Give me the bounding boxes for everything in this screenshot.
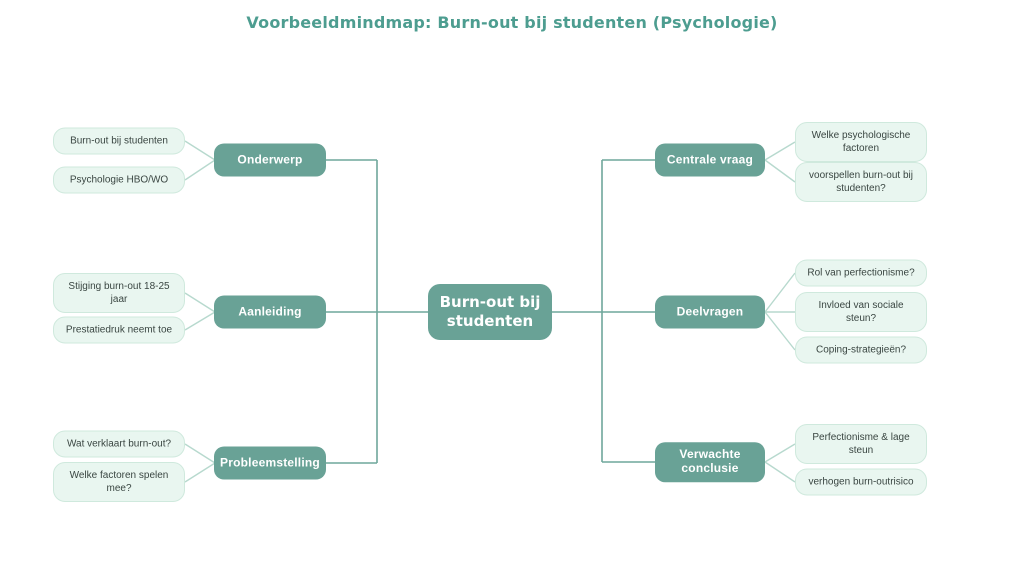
page-title: Voorbeeldmindmap: Burn-out bij studenten (Psychologie)	[246, 13, 778, 32]
branch-onderwerp[interactable]: Onderwerp	[214, 144, 326, 177]
leaf-prestatiedruk[interactable]: Prestatiedruk neemt toe	[53, 317, 185, 344]
leaf-welke-psychologische[interactable]: Welke psychologische factoren	[795, 122, 927, 162]
branch-deelvragen[interactable]: Deelvragen	[655, 296, 765, 329]
leaf-invloed-sociale-steun[interactable]: Invloed van sociale steun?	[795, 292, 927, 332]
leaf-wat-verklaart[interactable]: Wat verklaart burn-out?	[53, 431, 185, 458]
leaf-rol-perfectionisme[interactable]: Rol van perfectionisme?	[795, 260, 927, 287]
branch-centrale-vraag[interactable]: Centrale vraag	[655, 144, 765, 177]
branch-aanleiding[interactable]: Aanleiding	[214, 296, 326, 329]
leaf-burnout-bij-studenten[interactable]: Burn-out bij studenten	[53, 128, 185, 155]
branch-verwachte-conclusie[interactable]: Verwachte conclusie	[655, 442, 765, 482]
branch-probleemstelling[interactable]: Probleemstelling	[214, 447, 326, 480]
leaf-perfectionisme-lage-steun[interactable]: Perfectionisme & lage steun	[795, 424, 927, 464]
leaf-verhogen-burnoutrisico[interactable]: verhogen burn-outrisico	[795, 469, 927, 496]
leaf-psychologie-hbo-wo[interactable]: Psychologie HBO/WO	[53, 167, 185, 194]
leaf-stijging-burnout[interactable]: Stijging burn-out 18-25 jaar	[53, 273, 185, 313]
leaf-coping-strategieen[interactable]: Coping-strategieën?	[795, 337, 927, 364]
central-topic-node[interactable]: Burn-out bij studenten	[428, 284, 552, 340]
leaf-welke-factoren[interactable]: Welke factoren spelen mee?	[53, 462, 185, 502]
leaf-voorspellen-burnout[interactable]: voorspellen burn-out bij studenten?	[795, 162, 927, 202]
